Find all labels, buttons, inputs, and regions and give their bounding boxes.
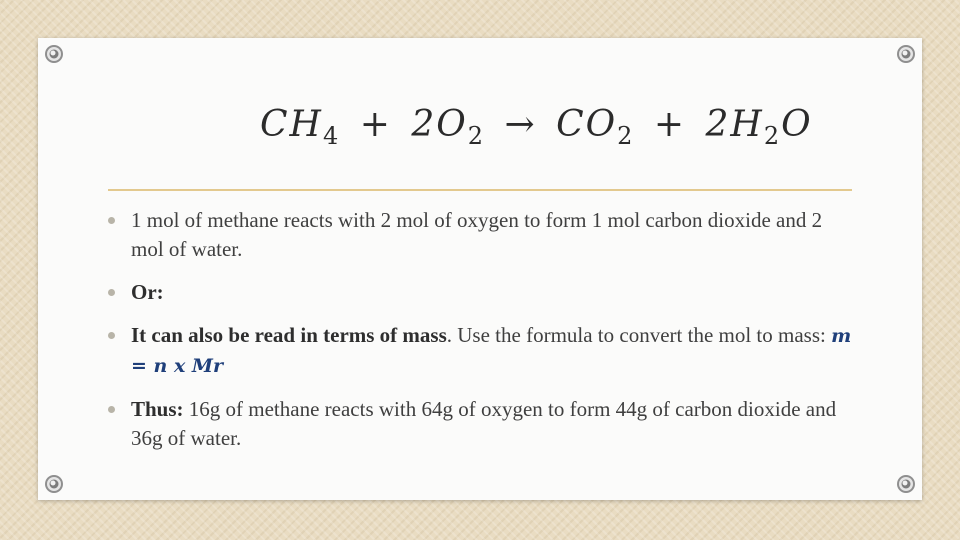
eq-carbon-dioxide-subscript: 2 (617, 122, 635, 150)
eq-oxygen: 2O (411, 104, 468, 145)
bullet-text: 1 mol of methane reacts with 2 mol of oxygen to form 1 mol carbon dioxide and 2 mol of water. (131, 208, 823, 261)
eq-plus: + (653, 104, 687, 145)
eq-carbon-dioxide: CO (556, 104, 618, 145)
rivet-icon (896, 474, 916, 494)
eq-methane: CH (260, 104, 323, 145)
bullet-dot-icon (108, 217, 115, 224)
bullet-dot-icon (108, 332, 115, 339)
rivet-icon (44, 44, 64, 64)
slide (38, 38, 922, 500)
eq-water: 2H (705, 104, 764, 145)
eq-water-tail: O (781, 104, 813, 145)
chemical-equation-title (260, 104, 813, 164)
bullet-list (108, 206, 854, 467)
bullet-dot-icon (108, 406, 115, 413)
bullet-bold-text: It can also be read in terms of mass (131, 323, 447, 347)
eq-methane-subscript: 4 (322, 122, 341, 150)
bullet-text: 16g of methane reacts with 64g of oxygen to form 44g of carbon dioxide and 36g of water. (131, 397, 837, 450)
eq-arrow: → (504, 104, 537, 145)
bullet-text: . Use the formula to convert the mol to mass: (446, 323, 832, 347)
bullet-item (108, 206, 854, 264)
bullet-bold-text: Or: (131, 280, 164, 304)
bullet-dot-icon (108, 289, 115, 296)
bullet-bold-text: Thus: (131, 397, 184, 421)
eq-oxygen-subscript: 2 (467, 122, 486, 150)
rivet-icon (44, 474, 64, 494)
eq-plus: + (359, 104, 392, 145)
title-divider (108, 189, 852, 191)
eq-water-subscript: 2 (763, 122, 782, 150)
rivet-icon (896, 44, 916, 64)
bullet-item (108, 321, 854, 381)
bullet-item (108, 395, 854, 453)
mass-formula: m = n x Mr (131, 325, 852, 377)
bullet-item (108, 278, 854, 307)
